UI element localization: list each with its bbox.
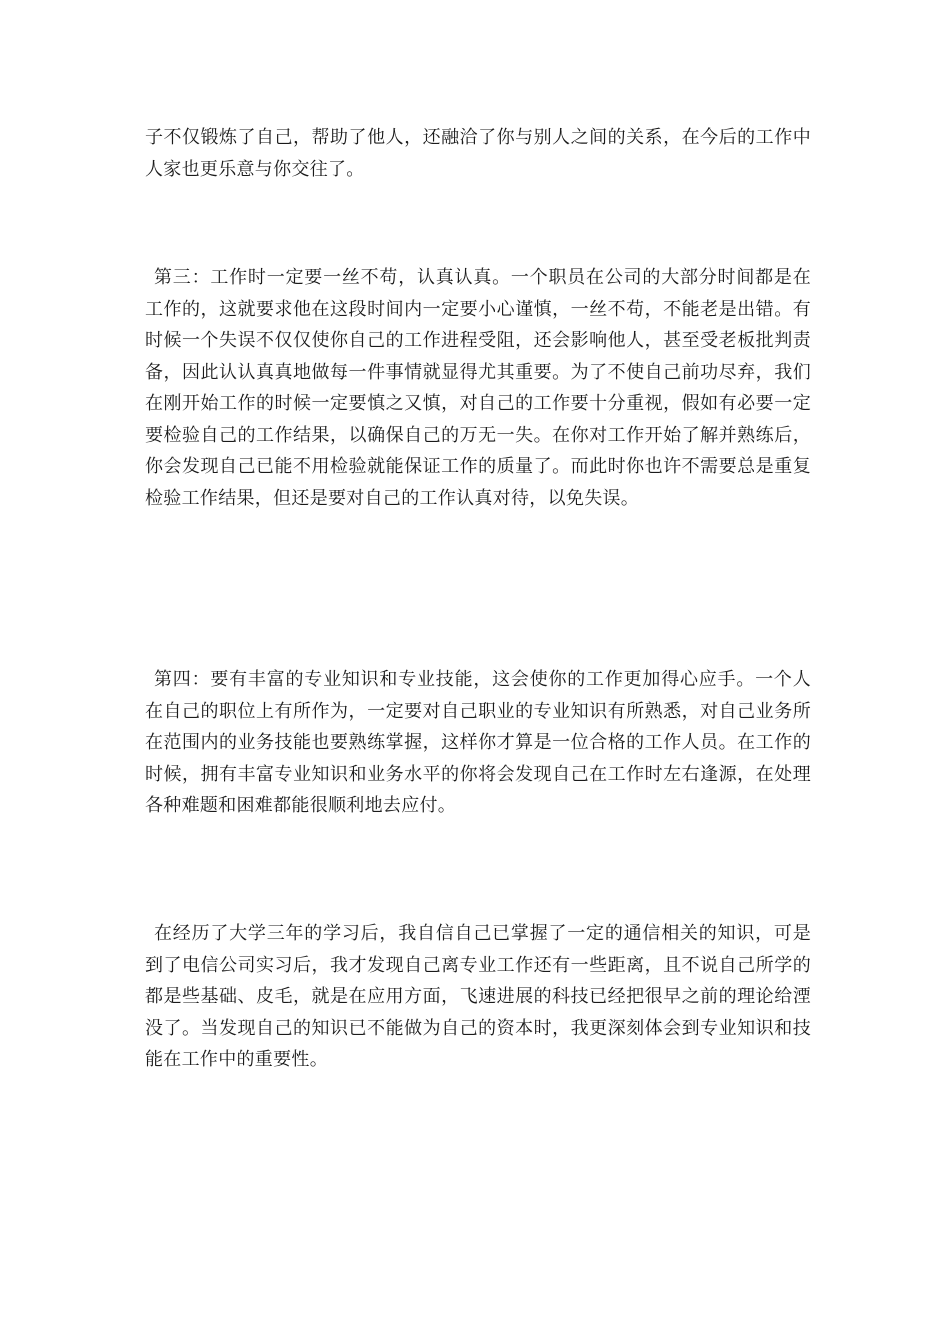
- paragraph-point-four: 第四：要有丰富的专业知识和专业技能，这会使你的工作更加得心应手。一个人在自己的职位上有所作为，一定要对自己职业的专业知识有所熟悉，对自己业务所在范围内的业务技能也要熟练掌握，这样你才算是一位合格的工作人员。在工作的时候，拥有丰富专业知识和业务水平的你将会发现自己在工作时左右逢源，在处理各种难题和困难都能很顺利地去应付。: [145, 669, 811, 816]
- paragraph-point-three: 第三：工作时一定要一丝不苟，认真认真。一个职员在公司的大部分时间都是在工作的，这就要求他在这段时间内一定要小心谨慎，一丝不苟，不能老是出错。有时候一个失误不仅仅使你自己的工作进程受阻，还会影响他人，甚至受老板批判责备，因此认认真真地做每一件事情就显得尤其重要。为了不使自己前功尽弃，我们在刚开始工作的时候一定要慎之又慎，对自己的工作要十分重视，假如有必要一定要检验自己的工作结果，以确保自己的万无一失。在你对工作开始了解并熟练后，你会发现自己已能不用检验就能保证工作的质量了。而此时你也许不需要总是重复检验工作结果，但还是要对自己的工作认真对待，以免失误。: [145, 267, 811, 509]
- paragraph-reflection: 在经历了大学三年的学习后，我自信自己已掌握了一定的通信相关的知识，可是到了电信公司实习后，我才发现自己离专业工作还有一些距离，且不说自己所学的都是些基础、皮毛，就是在应用方面，飞速进展的科技已经把很早之前的理论给湮没了。当发现自己的知识已不能做为自己的资本时，我更深刻体会到专业知识和技能在工作中的重要性。: [145, 923, 811, 1070]
- paragraph-continuation: 子不仅锻炼了自己，帮助了他人，还融洽了你与别人之间的关系，在今后的工作中人家也更乐意与你交往了。: [145, 127, 811, 180]
